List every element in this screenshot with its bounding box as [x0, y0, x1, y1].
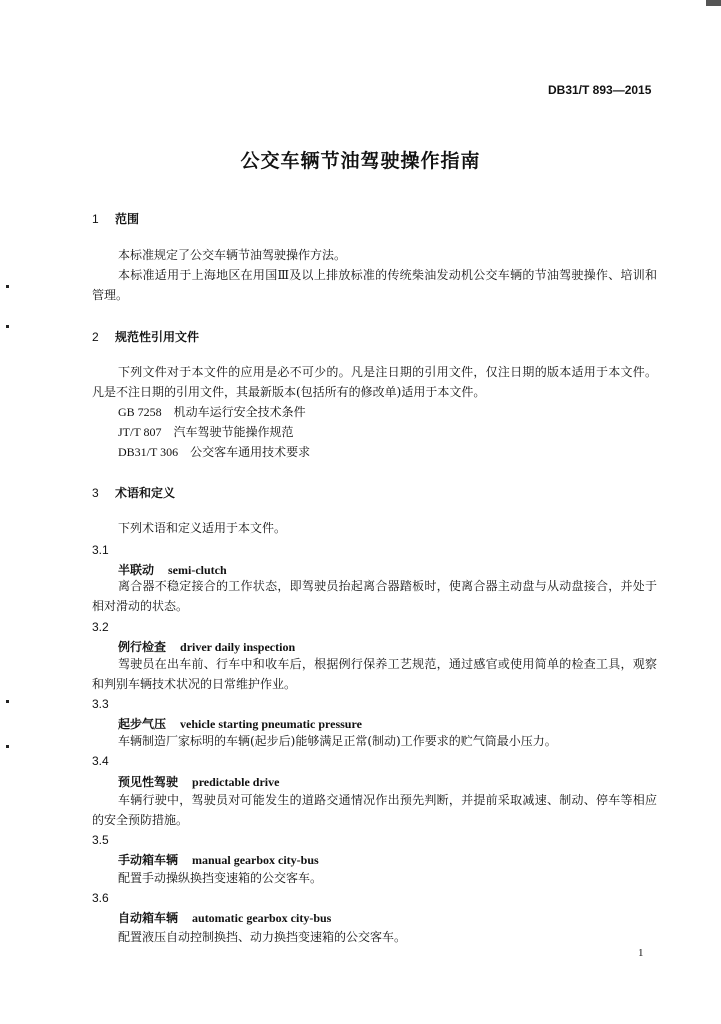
page-number: 1	[638, 947, 644, 959]
document-title: 公交车辆节油驾驶操作指南	[240, 150, 481, 172]
section-heading	[92, 484, 175, 501]
section-heading	[92, 210, 139, 227]
term-en: manual gearbox city-bus	[192, 853, 319, 867]
term-heading	[118, 773, 279, 790]
reference-code: DB31/T 306	[118, 445, 179, 459]
term-number: 3.3	[92, 697, 109, 711]
term-zh: 预见性驾驶	[118, 775, 179, 789]
reference-item	[118, 422, 293, 442]
term-en: vehicle starting pneumatic pressure	[180, 717, 362, 731]
reference-title: 机动车运行安全技术条件	[173, 405, 306, 419]
term-definition: 配置液压自动控制换挡、动力换挡变速箱的公交客车。	[118, 930, 407, 944]
section-title: 范围	[115, 212, 140, 226]
term-en: driver daily inspection	[180, 640, 296, 654]
term-zh: 自动箱车辆	[118, 911, 179, 925]
term-definition: 驾驶员在出车前、行车中和收车后，根据例行保养工艺规范，通过感官或使用简单的检查工具，观察和判别车辆技术状况的日常维护作业。	[92, 657, 657, 691]
section-number: 3	[92, 486, 99, 500]
paragraph: 本标准适用于上海地区在用国Ⅲ及以上排放标准的传统柴油发动机公交车辆的节油驾驶操作、培训和管理。	[92, 268, 657, 302]
term-heading	[118, 715, 362, 732]
reference-item	[118, 442, 310, 462]
section-title: 规范性引用文件	[115, 330, 200, 344]
term-heading	[118, 638, 295, 655]
paragraph: 下列术语和定义适用于本文件。	[118, 521, 287, 535]
term-number: 3.5	[92, 833, 109, 847]
scan-mark	[6, 325, 9, 328]
section-title: 术语和定义	[115, 486, 176, 500]
scan-mark	[6, 745, 9, 748]
term-definition: 车辆制造厂家标明的车辆(起步后)能够满足正常(制动)工作要求的贮气筒最小压力。	[118, 734, 557, 748]
document-code: DB31/T 893—2015	[548, 83, 652, 97]
paragraph: 下列文件对于本文件的应用是必不可少的。凡是注日期的引用文件，仅注日期的版本适用于本文件。凡是不注日期的引用文件，其最新版本(包括所有的修改单)适用于本文件。	[92, 365, 657, 399]
reference-title: 汽车驾驶节能操作规范	[173, 425, 294, 439]
term-heading	[118, 851, 319, 868]
term-definition: 配置手动操纵换挡变速箱的公交客车。	[118, 871, 323, 885]
reference-title: 公交客车通用技术要求	[190, 445, 311, 459]
term-zh: 起步气压	[118, 717, 167, 731]
scan-mark	[706, 0, 721, 6]
term-en: automatic gearbox city-bus	[192, 911, 332, 925]
term-en: semi-clutch	[168, 563, 227, 577]
term-definition: 离合器不稳定接合的工作状态，即驾驶员抬起离合器踏板时，使离合器主动盘与从动盘接合，并处于相对滑动的状态。	[92, 579, 657, 613]
term-heading	[118, 909, 331, 926]
section-number: 1	[92, 212, 99, 226]
term-definition: 车辆行驶中，驾驶员对可能发生的道路交通情况作出预先判断，并提前采取减速、制动、停车等相应的安全预防措施。	[92, 793, 657, 827]
term-number: 3.2	[92, 620, 109, 634]
term-number: 3.6	[92, 891, 109, 905]
scan-mark	[6, 285, 9, 288]
term-zh: 手动箱车辆	[118, 853, 179, 867]
term-zh: 半联动	[118, 563, 155, 577]
section-number: 2	[92, 330, 99, 344]
reference-code: JT/T 807	[118, 425, 162, 439]
term-number: 3.4	[92, 754, 109, 768]
reference-code: GB 7258	[118, 405, 162, 419]
section-heading	[92, 328, 199, 345]
term-zh: 例行检查	[118, 640, 167, 654]
term-number: 3.1	[92, 543, 109, 557]
scan-mark	[6, 700, 9, 703]
term-en: predictable drive	[192, 775, 280, 789]
paragraph: 本标准规定了公交车辆节油驾驶操作方法。	[118, 248, 347, 262]
reference-item	[118, 402, 306, 422]
